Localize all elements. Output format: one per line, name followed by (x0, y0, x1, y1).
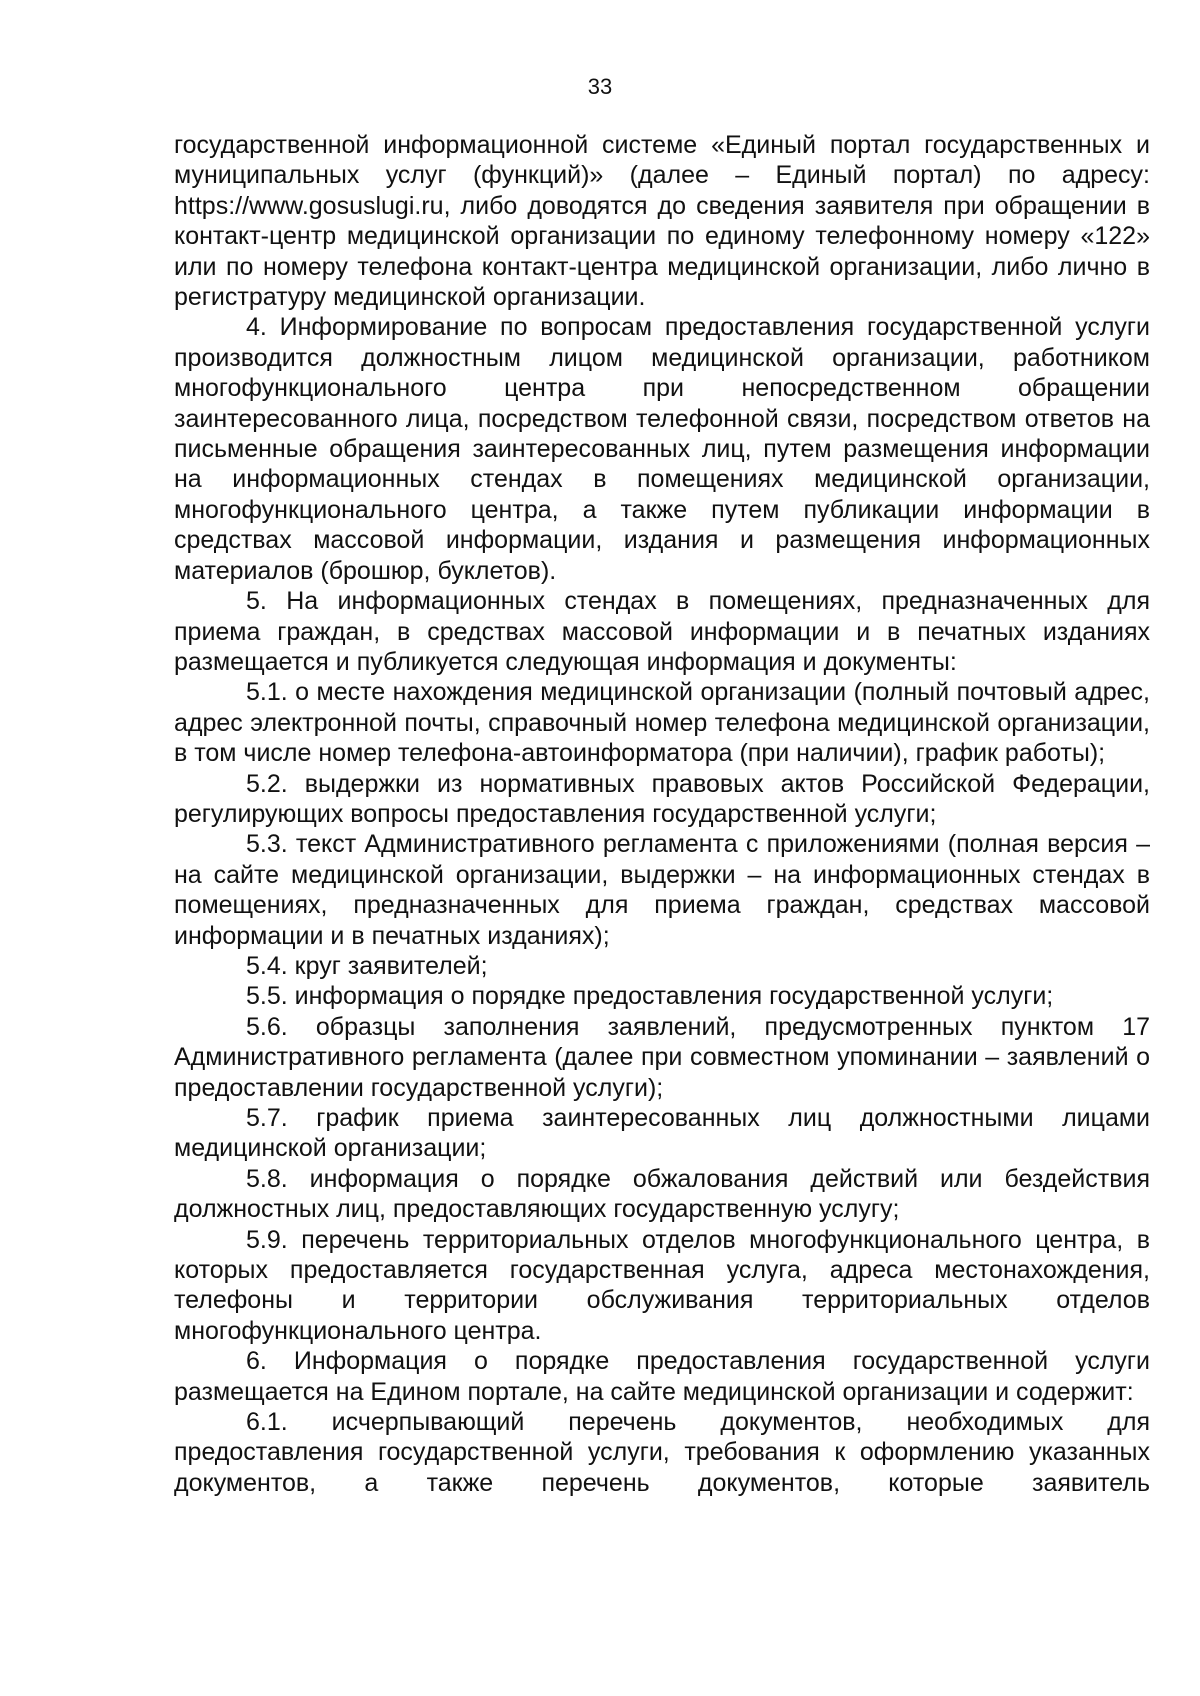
paragraph-item-6: 6. Информация о порядке предоставления государственной услуги размещается на Едином портале, на сайте медицинской организации и содержит: (174, 1347, 1150, 1406)
page-number: 33 (587, 74, 613, 99)
paragraph-item-5-9: 5.9. перечень территориальных отделов многофункционального центра, в которых предоставляется государственная услуга, адреса местонахождения, телефоны и территории обслуживания территориальных отделов многофункционального центра. (174, 1225, 1150, 1345)
paragraph-item-5-5: 5.5. информация о порядке предоставления государственной услуги; (246, 982, 1054, 1011)
paragraph-item-5-7: 5.7. график приема заинтересованных лиц должностными лицами медицинской организации; (174, 1104, 1150, 1163)
paragraph-item-5-6: 5.6. образцы заполнения заявлений, предусмотренных пунктом 17 Административного регламента (далее при совместном упоминании – заявлений о предоставлении государственной услуги); (174, 1012, 1150, 1102)
paragraph-item-6-1: 6.1. исчерпывающий перечень документов, необходимых для предоставления государственной услуги, требования к оформлению указанных документов, а также перечень документов, которые заявитель (174, 1408, 1150, 1497)
paragraph-item-5-2: 5.2. выдержки из нормативных правовых актов Российской Федерации, регулирующих вопросы предоставления государственной услуги; (174, 769, 1150, 828)
paragraph-intro-continuation: государственной информационной системе «Единый портал государственных и муниципальных услуг (функций)» (далее – Единый портал) по адресу: https://www.gosuslugi.ru, либо доводятся до сведения заявителя при обращении в контакт-центр медицинской организации по единому телефонному номеру «122» или по номеру телефона контакт-центра медицинской организации, либо лично в регистратуру медицинской организации. (174, 131, 1150, 312)
paragraph-item-5-1: 5.1. о месте нахождения медицинской организации (полный почтовый адрес, адрес электронной почты, справочный номер телефона медицинской организации, в том числе номер телефона-автоинформатора (при наличии), график работы); (174, 678, 1150, 768)
paragraph-item-5-3: 5.3. текст Административного регламента с приложениями (полная версия – на сайте медицинской организации, выдержки – на информационных стендах в помещениях, предназначенных для приема граждан, средствах массовой информации и в печатных изданиях); (174, 830, 1150, 950)
paragraph-item-5-4: 5.4. круг заявителей; (246, 951, 488, 980)
paragraph-item-5: 5. На информационных стендах в помещениях, предназначенных для приема граждан, в средствах массовой информации и в печатных изданиях размещается и публикуется следующая информация и документы: (174, 587, 1150, 676)
paragraph-item-5-8: 5.8. информация о порядке обжалования действий или бездействия должностных лиц, предоставляющих государственную услугу; (174, 1164, 1150, 1224)
paragraph-item-4: 4. Информирование по вопросам предоставления государственной услуги производится должностным лицом медицинской организации, работником многофункционального центра при непосредственном обращении заинтересованного лица, посредством телефонной связи, посредством ответов на письменные обращения заинтересованных лиц, путем размещения информации на информационных стендах в помещениях медицинской организации, многофункционального центра, а также путем публикации информации в средствах массовой информации, издания и размещения информационных материалов (брошюр, буклетов). (174, 313, 1150, 585)
document-body (174, 130, 1150, 1498)
